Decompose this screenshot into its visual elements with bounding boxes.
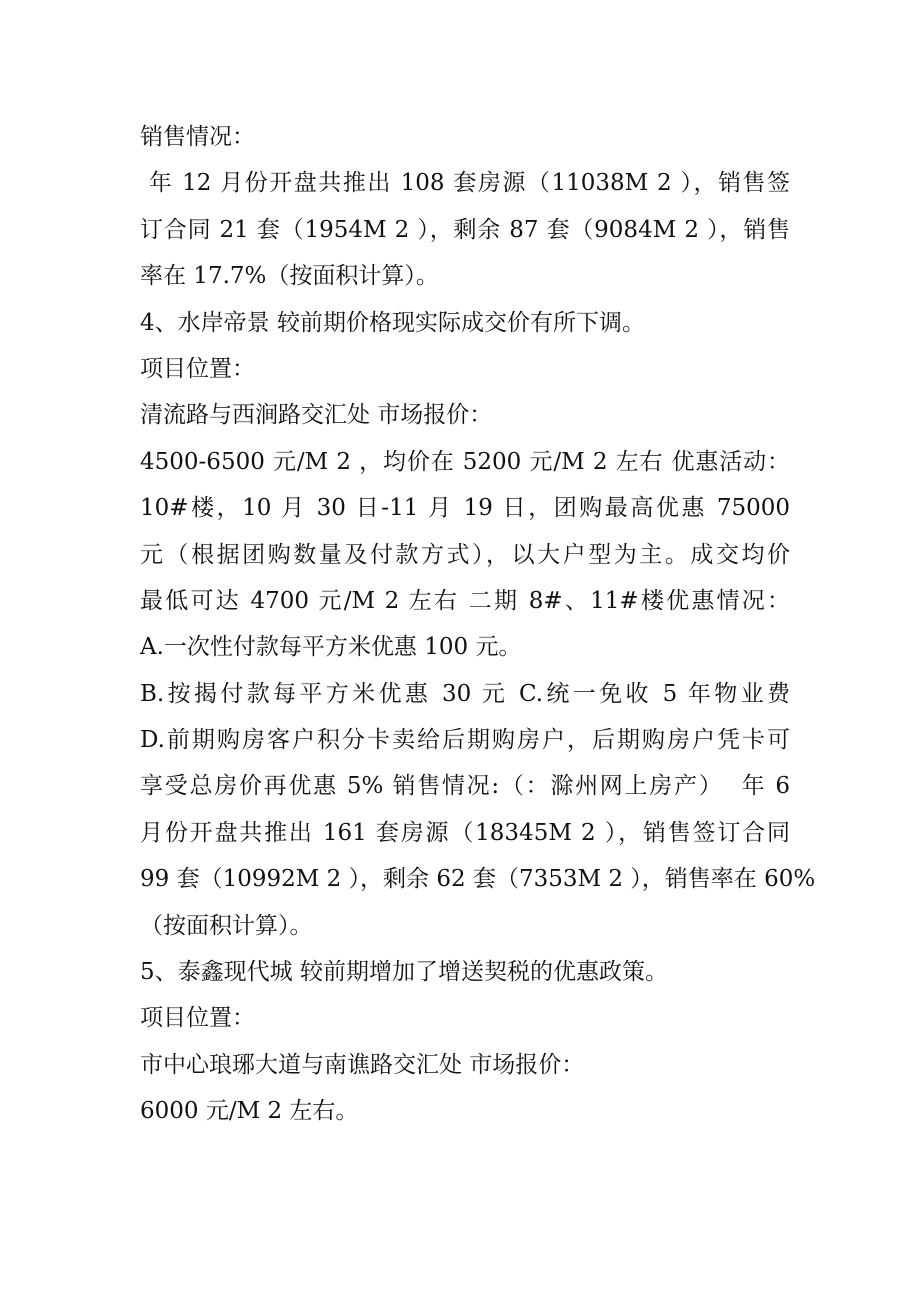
text-line: 市中心琅琊大道与南谯路交汇处 市场报价： bbox=[140, 1051, 585, 1078]
text-line: 订合同 21 套（1954M 2 ），剩余 87 套（9084M 2 ），销售 bbox=[140, 216, 790, 243]
text-line: 年 12 月份开盘共推出 108 套房源（11038M 2 ），销售签 bbox=[140, 170, 790, 197]
text-line: 5、泰鑫现代城 较前期增加了增送契税的优惠政策。 bbox=[140, 959, 668, 986]
text-line: （按面积计算）。 bbox=[140, 912, 313, 939]
text-line: 月份开盘共推出 161 套房源（18345M 2 ），销售签订合同 bbox=[140, 819, 790, 846]
text-line: 项目位置： bbox=[140, 1005, 255, 1032]
text-line: 6000 元/M 2 左右。 bbox=[140, 1098, 359, 1125]
text-line: 清流路与西涧路交汇处 市场报价： bbox=[140, 402, 493, 429]
text-line: 项目位置： bbox=[140, 355, 255, 382]
document-body bbox=[140, 114, 816, 1135]
text-line: D.前期购房客户积分卡卖给后期购房户，后期购房户凭卡可 bbox=[140, 727, 790, 754]
text-line: 元（根据团购数量及付款方式），以大户型为主。成交均价 bbox=[140, 541, 790, 568]
text-line: 最低可达 4700 元/M 2 左右 二期 8#、11#楼优惠情况： bbox=[140, 587, 790, 614]
text-line: 享受总房价再优惠 5% 销售情况:（：滁州网上房产） 年 6 bbox=[140, 773, 790, 800]
text-line: 销售情况： bbox=[140, 124, 255, 150]
text-line: 99 套（10992M 2 ），剩余 62 套（7353M 2 ），销售率在 60% bbox=[140, 866, 816, 893]
text-line: 率在 17.7%（按面积计算）。 bbox=[140, 263, 439, 290]
text-line: 4500-6500 元/M 2 ，均价在 5200 元/M 2 左右 优惠活动： bbox=[140, 448, 790, 475]
text-line: A.一次性付款每平方米优惠 100 元。 bbox=[140, 634, 522, 661]
text-line: 10#楼，10 月 30 日-11 月 19 日，团购最高优惠 75000 bbox=[140, 495, 790, 522]
text-line: 4、水岸帝景 较前期价格现实际成交价有所下调。 bbox=[140, 309, 645, 336]
text-line: B.按揭付款每平方米优惠 30 元 C.统一免收 5 年物业费 bbox=[140, 680, 790, 707]
